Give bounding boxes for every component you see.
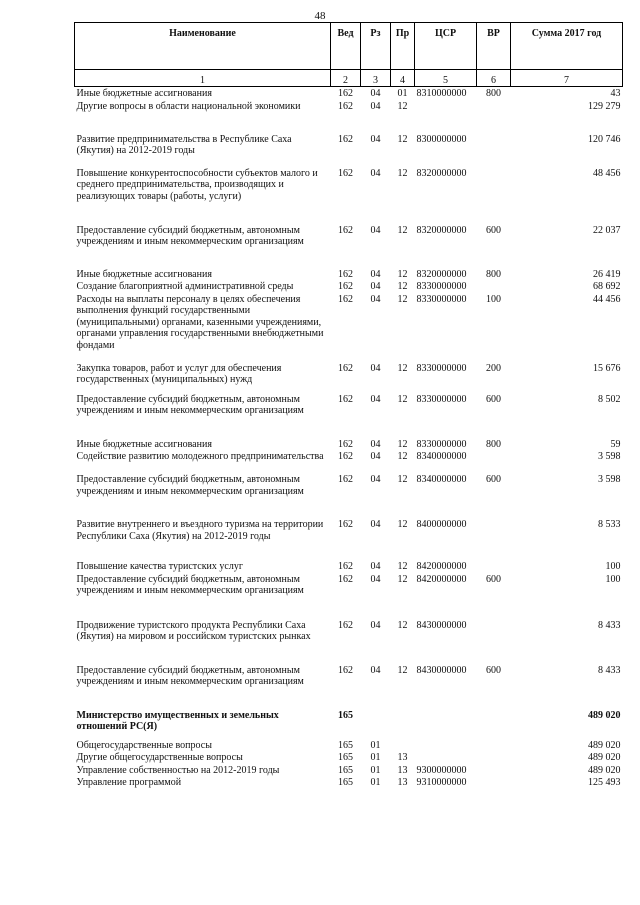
cell-sum: 129 279 bbox=[588, 100, 621, 112]
cell-name: Управление собственностью на 2012-2019 годы bbox=[76, 764, 280, 776]
cell-name: Иные бюджетные ассигнования bbox=[76, 438, 212, 450]
cell-csr bbox=[415, 751, 477, 764]
cell-ved: 162 bbox=[338, 451, 353, 462]
cell-name: Развитие внутреннего и въездного туризма на территории Республики Саха (Якутия) на 2012-2019 годы bbox=[76, 519, 324, 542]
cell-vr bbox=[477, 450, 511, 473]
cell-sum: 125 493 bbox=[588, 777, 621, 788]
table-row bbox=[75, 393, 623, 438]
cell-sum: 489 020 bbox=[588, 764, 621, 776]
cell-rz: 04 bbox=[370, 573, 381, 585]
table-row bbox=[75, 619, 623, 664]
cell-ved: 162 bbox=[338, 167, 353, 179]
table-row bbox=[75, 438, 623, 451]
cell-name: Повышение конкурентоспособности субъектов малого и среднего предпринимательства, производящих и реализующих товары (работы, услуги) bbox=[76, 167, 318, 202]
cell-ved: 162 bbox=[338, 281, 353, 292]
cell-sum: 43 bbox=[610, 88, 621, 99]
cell-csr: 8430000000 bbox=[416, 619, 467, 631]
cell-csr: 8330000000 bbox=[416, 393, 467, 405]
header-csr: ЦСР bbox=[415, 23, 477, 70]
cell-vr bbox=[477, 776, 511, 789]
cell-csr: 8300000000 bbox=[416, 133, 467, 145]
cell-name: Предоставление субсидий бюджетным, автономным учреждениям и иным некоммерческим организациям bbox=[76, 573, 304, 596]
column-number: 6 bbox=[477, 70, 511, 87]
cell-csr: 8400000000 bbox=[416, 519, 467, 530]
cell-rz: 04 bbox=[370, 362, 381, 374]
cell-pr: 12 bbox=[397, 561, 408, 572]
budget-table bbox=[74, 22, 623, 789]
cell-rz: 04 bbox=[370, 438, 381, 450]
cell-name: Другие вопросы в области национальной экономики bbox=[76, 100, 301, 112]
cell-sum: 3 598 bbox=[598, 451, 621, 462]
table-row bbox=[75, 751, 623, 764]
cell-ved: 162 bbox=[338, 224, 353, 236]
column-number: 1 bbox=[75, 70, 331, 87]
cell-vr: 600 bbox=[486, 393, 501, 405]
cell-pr: 12 bbox=[397, 619, 408, 631]
cell-ved: 162 bbox=[338, 362, 353, 374]
cell-ved: 162 bbox=[338, 393, 353, 405]
cell-csr bbox=[415, 709, 477, 739]
table-row bbox=[75, 268, 623, 281]
table-row bbox=[75, 560, 623, 573]
cell-pr: 13 bbox=[397, 764, 408, 776]
cell-sum: 489 020 bbox=[588, 709, 621, 721]
header-vr: ВР bbox=[477, 23, 511, 70]
cell-pr: 12 bbox=[397, 293, 408, 305]
cell-rz: 04 bbox=[370, 281, 381, 292]
cell-sum: 489 020 bbox=[588, 752, 621, 763]
cell-sum: 120 746 bbox=[588, 133, 621, 145]
cell-vr bbox=[477, 280, 511, 293]
cell-pr: 12 bbox=[397, 133, 408, 145]
cell-sum: 489 020 bbox=[588, 739, 621, 751]
header-ved: Вед bbox=[331, 23, 361, 70]
table-header bbox=[75, 23, 623, 87]
cell-rz: 04 bbox=[370, 88, 381, 99]
cell-pr: 12 bbox=[397, 451, 408, 462]
cell-name: Закупка товаров, работ и услуг для обеспечения государственных (муниципальных) нужд bbox=[76, 362, 282, 385]
cell-rz: 04 bbox=[370, 519, 381, 530]
cell-ved: 165 bbox=[338, 764, 353, 776]
cell-pr bbox=[391, 739, 415, 752]
cell-ved: 162 bbox=[338, 619, 353, 631]
cell-ved: 162 bbox=[338, 573, 353, 585]
header-rz: Рз bbox=[361, 23, 391, 70]
cell-ved: 162 bbox=[338, 438, 353, 450]
cell-vr bbox=[477, 751, 511, 764]
cell-name: Продвижение туристского продукта Республики Саха (Якутия) на мировом и российском туристских рынках bbox=[76, 619, 311, 642]
cell-pr: 12 bbox=[397, 268, 408, 280]
cell-name: Содействие развитию молодежного предпринимательства bbox=[76, 451, 324, 462]
cell-name: Предоставление субсидий бюджетным, автономным учреждениям и иным некоммерческим организациям bbox=[76, 393, 304, 416]
cell-sum: 48 456 bbox=[593, 167, 621, 179]
cell-pr: 12 bbox=[397, 664, 408, 676]
cell-ved: 162 bbox=[338, 474, 353, 485]
header-sum: Сумма 2017 год bbox=[511, 23, 623, 70]
cell-rz bbox=[361, 709, 391, 739]
cell-ved: 165 bbox=[338, 739, 353, 751]
column-number: 4 bbox=[391, 70, 415, 87]
cell-ved: 165 bbox=[338, 709, 353, 721]
cell-name: Иные бюджетные ассигнования bbox=[76, 88, 212, 99]
cell-pr: 12 bbox=[397, 519, 408, 530]
column-number: 2 bbox=[331, 70, 361, 87]
column-number: 5 bbox=[415, 70, 477, 87]
cell-ved: 162 bbox=[338, 100, 353, 112]
cell-rz: 04 bbox=[370, 561, 381, 572]
table-row bbox=[75, 293, 623, 362]
cell-csr: 8420000000 bbox=[416, 573, 467, 585]
cell-csr: 8430000000 bbox=[416, 664, 467, 676]
cell-ved: 165 bbox=[338, 752, 353, 763]
cell-rz: 01 bbox=[370, 764, 381, 776]
cell-sum: 8 433 bbox=[598, 619, 621, 631]
cell-csr: 8330000000 bbox=[416, 362, 467, 374]
cell-pr: 12 bbox=[397, 281, 408, 292]
cell-vr bbox=[477, 100, 511, 133]
cell-sum: 59 bbox=[610, 438, 621, 450]
cell-csr: 9300000000 bbox=[416, 764, 467, 776]
cell-name: Другие общегосударственные вопросы bbox=[76, 752, 243, 763]
cell-vr: 600 bbox=[486, 474, 501, 485]
cell-rz: 04 bbox=[370, 167, 381, 179]
cell-vr: 600 bbox=[486, 573, 501, 585]
cell-vr bbox=[477, 619, 511, 664]
cell-pr: 12 bbox=[397, 100, 408, 112]
cell-ved: 162 bbox=[338, 664, 353, 676]
cell-rz: 04 bbox=[370, 664, 381, 676]
cell-name: Предоставление субсидий бюджетным, автономным учреждениям и иным некоммерческим организациям bbox=[76, 664, 304, 687]
cell-pr bbox=[391, 709, 415, 739]
cell-csr bbox=[415, 739, 477, 752]
cell-csr bbox=[415, 100, 477, 133]
cell-vr: 600 bbox=[486, 224, 501, 236]
cell-pr: 01 bbox=[397, 88, 408, 99]
cell-name: Министерство имущественных и земельных отношений РС(Я) bbox=[76, 709, 279, 732]
cell-csr: 8340000000 bbox=[416, 451, 467, 462]
cell-sum: 44 456 bbox=[593, 293, 621, 305]
table-row bbox=[75, 224, 623, 268]
cell-pr: 12 bbox=[397, 393, 408, 405]
header-pr: Пр bbox=[391, 23, 415, 70]
cell-sum: 100 bbox=[605, 573, 621, 585]
cell-sum: 15 676 bbox=[593, 362, 621, 374]
column-number: 7 bbox=[511, 70, 623, 87]
cell-vr bbox=[477, 560, 511, 573]
cell-vr: 800 bbox=[486, 438, 501, 450]
cell-vr bbox=[477, 739, 511, 752]
cell-vr bbox=[477, 709, 511, 739]
cell-csr: 8320000000 bbox=[416, 268, 467, 280]
cell-pr: 13 bbox=[397, 752, 408, 763]
table-row bbox=[75, 280, 623, 293]
table-row bbox=[75, 167, 623, 224]
cell-sum: 22 037 bbox=[593, 224, 621, 236]
cell-csr: 8420000000 bbox=[416, 561, 467, 572]
cell-vr bbox=[477, 167, 511, 224]
table-row bbox=[75, 450, 623, 473]
cell-rz: 04 bbox=[370, 100, 381, 112]
table-row bbox=[75, 362, 623, 393]
cell-csr: 8310000000 bbox=[416, 88, 467, 99]
cell-ved: 162 bbox=[338, 561, 353, 572]
table-row bbox=[75, 133, 623, 167]
cell-ved: 162 bbox=[338, 293, 353, 305]
cell-csr: 8330000000 bbox=[416, 438, 467, 450]
cell-vr: 800 bbox=[486, 88, 501, 99]
cell-name: Управление программой bbox=[76, 777, 182, 788]
cell-rz: 04 bbox=[370, 474, 381, 485]
cell-rz: 01 bbox=[370, 739, 381, 751]
cell-vr: 800 bbox=[486, 268, 501, 280]
cell-pr: 12 bbox=[397, 438, 408, 450]
cell-pr: 13 bbox=[397, 777, 408, 788]
cell-vr bbox=[477, 764, 511, 777]
cell-pr: 12 bbox=[397, 167, 408, 179]
cell-sum: 8 433 bbox=[598, 664, 621, 676]
cell-rz: 04 bbox=[370, 224, 381, 236]
cell-name: Предоставление субсидий бюджетным, автономным учреждениям и иным некоммерческим организациям bbox=[76, 474, 304, 497]
cell-rz: 04 bbox=[370, 619, 381, 631]
cell-csr: 8340000000 bbox=[416, 474, 467, 485]
table-row bbox=[75, 664, 623, 709]
cell-name: Создание благоприятной административной среды bbox=[76, 281, 294, 292]
cell-csr: 8330000000 bbox=[416, 281, 467, 292]
table-row bbox=[75, 473, 623, 518]
column-number: 3 bbox=[361, 70, 391, 87]
table-row bbox=[75, 518, 623, 560]
cell-csr: 8330000000 bbox=[416, 293, 467, 305]
cell-name: Общегосударственные вопросы bbox=[76, 739, 212, 751]
cell-rz: 01 bbox=[370, 752, 381, 763]
page-number: 48 bbox=[314, 10, 326, 22]
table-row bbox=[75, 776, 623, 789]
cell-sum: 100 bbox=[605, 561, 621, 572]
cell-name: Расходы на выплаты персоналу в целях обеспечения выполнения функций государственными (муниципальными) органами, казенными учреждениями, органами управления государственными внебюджетными фондами bbox=[76, 293, 324, 351]
table-row bbox=[75, 573, 623, 619]
cell-csr: 9310000000 bbox=[416, 777, 467, 788]
cell-name: Предоставление субсидий бюджетным, автономным учреждениям и иным некоммерческим организациям bbox=[76, 224, 304, 247]
cell-vr: 100 bbox=[486, 293, 501, 305]
cell-ved: 162 bbox=[338, 268, 353, 280]
cell-csr: 8320000000 bbox=[416, 167, 467, 179]
cell-name: Повышение качества туристских услуг bbox=[76, 561, 243, 572]
cell-name: Развитие предпринимательства в Республике Саха (Якутия) на 2012-2019 годы bbox=[76, 133, 292, 156]
cell-sum: 8 533 bbox=[598, 519, 621, 530]
table-row bbox=[75, 87, 623, 100]
cell-ved: 165 bbox=[338, 777, 353, 788]
cell-ved: 162 bbox=[338, 88, 353, 99]
cell-rz: 01 bbox=[370, 777, 381, 788]
cell-vr bbox=[477, 518, 511, 560]
cell-vr bbox=[477, 133, 511, 167]
table-row bbox=[75, 739, 623, 752]
cell-sum: 26 419 bbox=[593, 268, 621, 280]
cell-vr: 200 bbox=[486, 362, 501, 374]
cell-csr: 8320000000 bbox=[416, 224, 467, 236]
cell-ved: 162 bbox=[338, 519, 353, 530]
cell-rz: 04 bbox=[370, 293, 381, 305]
cell-rz: 04 bbox=[370, 393, 381, 405]
cell-pr: 12 bbox=[397, 474, 408, 485]
cell-pr: 12 bbox=[397, 362, 408, 374]
cell-rz: 04 bbox=[370, 133, 381, 145]
cell-sum: 3 598 bbox=[598, 474, 621, 485]
cell-pr: 12 bbox=[397, 573, 408, 585]
table-row bbox=[75, 100, 623, 133]
table-row bbox=[75, 764, 623, 777]
header-name: Наименование bbox=[75, 23, 331, 70]
table-row bbox=[75, 709, 623, 739]
cell-sum: 68 692 bbox=[593, 281, 621, 292]
cell-rz: 04 bbox=[370, 268, 381, 280]
cell-name: Иные бюджетные ассигнования bbox=[76, 268, 212, 280]
cell-pr: 12 bbox=[397, 224, 408, 236]
cell-vr: 600 bbox=[486, 664, 501, 676]
cell-ved: 162 bbox=[338, 133, 353, 145]
cell-sum: 8 502 bbox=[598, 393, 621, 405]
cell-rz: 04 bbox=[370, 451, 381, 462]
table-body bbox=[75, 87, 623, 789]
